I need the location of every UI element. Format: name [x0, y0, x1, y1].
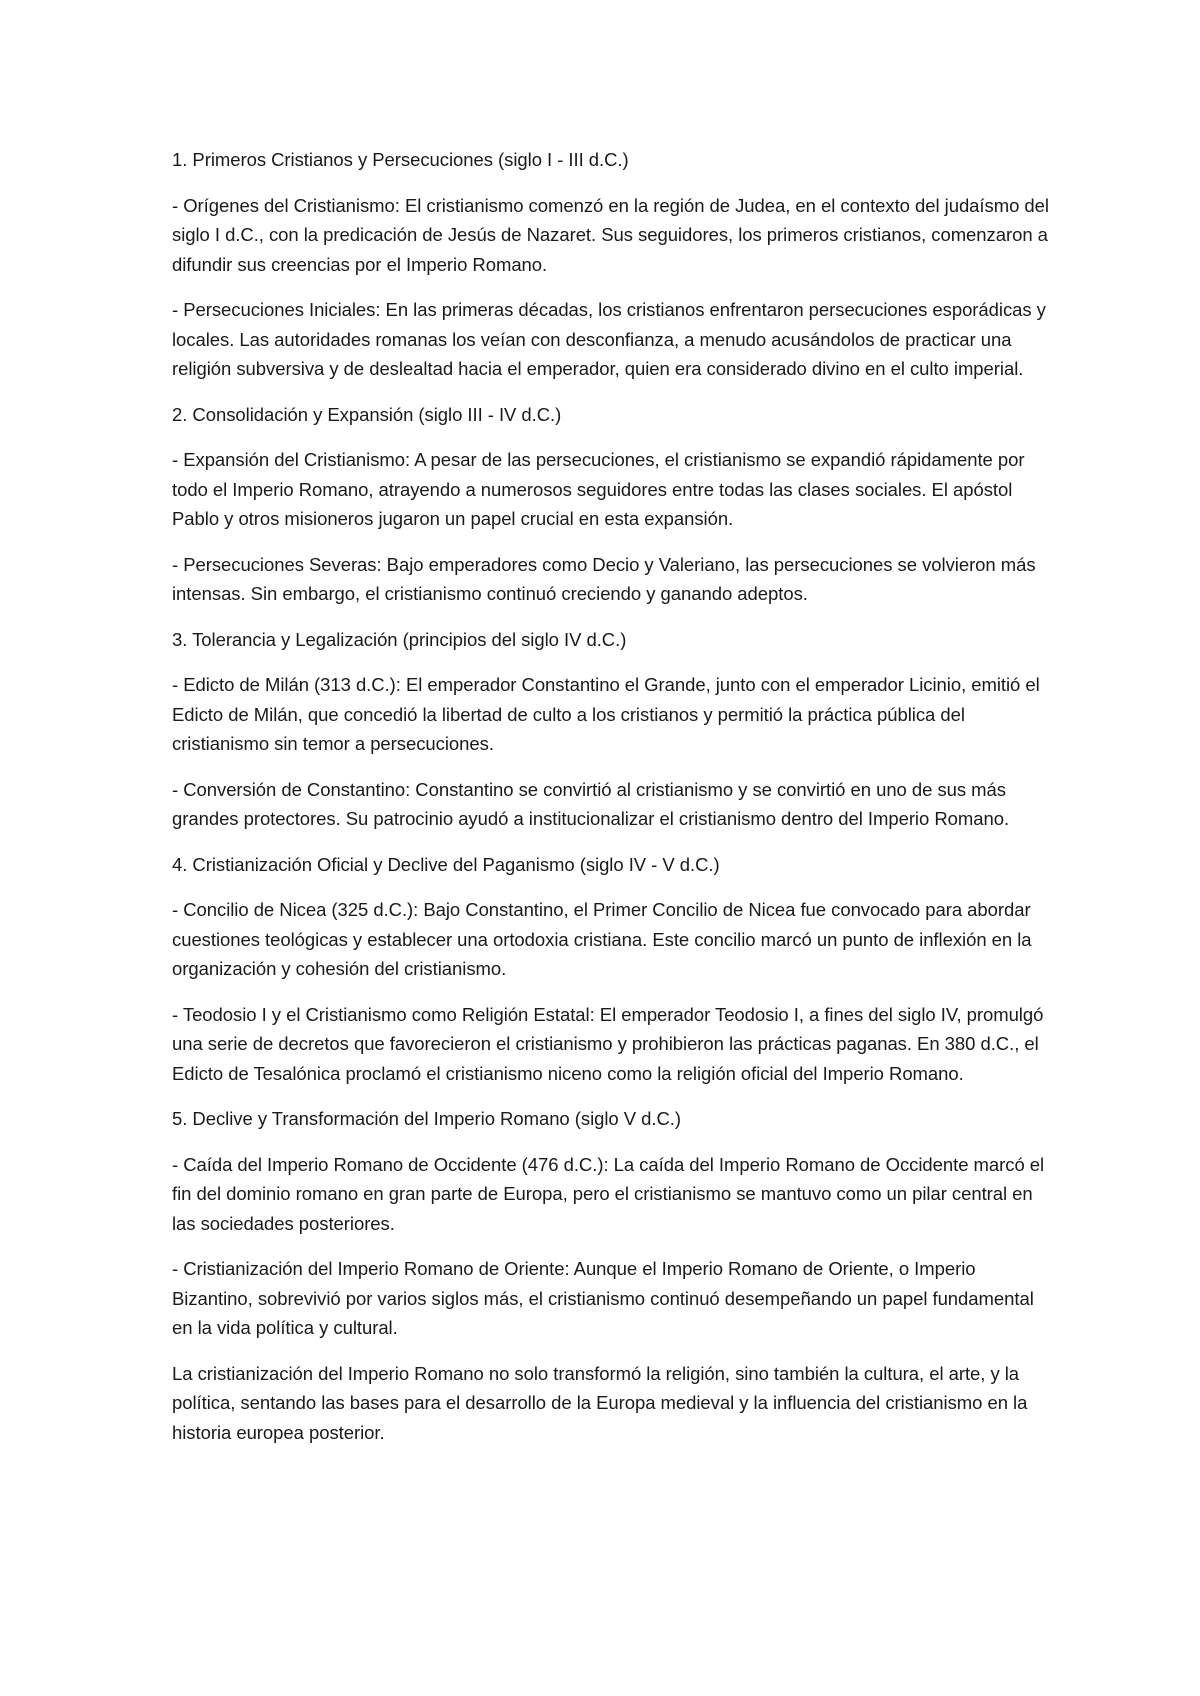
conclusion-paragraph: La cristianización del Imperio Romano no solo transformó la religión, sino también la cultura, el arte, y la política, sentando las bases para el desarrollo de la Europa medieval y la influencia del cristianismo en la historia europea posterior. [172, 1362, 1028, 1443]
paragraph-caida-occidente: - Caída del Imperio Romano de Occidente (476 d.C.): La caída del Imperio Romano de Occidente marcó el fin del dominio romano en gran parte de Europa, pero el cristianismo se mantuvo como un pilar central en las sociedades posteriores. [172, 1153, 1045, 1234]
section-heading-1: 1. Primeros Cristianos y Persecuciones (siglo I - III d.C.) [172, 149, 629, 170]
section-heading-4: 4. Cristianización Oficial y Declive del Paganismo (siglo IV - V d.C.) [172, 853, 720, 875]
paragraph-concilio-nicea: - Concilio de Nicea (325 d.C.): Bajo Constantino, el Primer Concilio de Nicea fue convocado para abordar cuestiones teológicas y establecer una ortodoxia cristiana. Este concilio marcó un punto de inflexión en la organización y cohesión del cristianismo. [172, 899, 1032, 979]
paragraph-persecuciones-iniciales: - Persecuciones Iniciales: En las primeras décadas, los cristianos enfrentaron persecuciones esporádicas y locales. Las autoridades romanas los veían con desconfianza, a menudo acusándolos de practicar una religión subversiva y de deslealtad hacia el emperador, quien era considerado divino en el culto imperial. [172, 299, 1046, 379]
paragraph-origenes: - Orígenes del Cristianismo: El cristianismo comenzó en la región de Judea, en el contexto del judaísmo del siglo I d.C., con la predicación de Jesús de Nazaret. Sus seguidores, los primeros cristianos, comenzaron a difundir sus creencias por el Imperio Romano. [172, 194, 1049, 275]
paragraph-persecuciones-severas: - Persecuciones Severas: Bajo emperadores como Decio y Valeriano, las persecuciones se volvieron más intensas. Sin embargo, el cristianismo continuó creciendo y ganando adeptos. [172, 553, 1036, 604]
paragraph-expansion: - Expansión del Cristianismo: A pesar de las persecuciones, el cristianismo se expandió rápidamente por todo el Imperio Romano, atrayendo a numerosos seguidores entre todas las clases sociales. El apóstol Pablo y otros misioneros jugaron un papel crucial en esta expansión. [172, 449, 1025, 529]
paragraph-conversion-constantino: - Conversión de Constantino: Constantino se convirtió al cristianismo y se convirtió en uno de sus más grandes protectores. Su patrocinio ayudó a institucionalizar el cristianismo dentro del Imperio Romano. [172, 778, 1010, 829]
paragraph-teodosio: - Teodosio I y el Cristianismo como Religión Estatal: El emperador Teodosio I, a fines del siglo IV, promulgó una serie de decretos que favorecieron el cristianismo y prohibieron las prácticas paganas. En 380 d.C., el Edicto de Tesalónica proclamó el cristianismo niceno como la religión oficial del Imperio Romano. [172, 1003, 1044, 1084]
paragraph-edicto-milan: - Edicto de Milán (313 d.C.): El emperador Constantino el Grande, junto con el emperador Licinio, emitió el Edicto de Milán, que concedió la libertad de culto a los cristianos y permitió la práctica pública del cristianismo sin temor a persecuciones. [172, 674, 1040, 754]
document-body [172, 145, 1052, 1463]
section-heading-5: 5. Declive y Transformación del Imperio Romano (siglo V d.C.) [172, 1108, 681, 1129]
section-heading-2: 2. Consolidación y Expansión (siglo III - IV d.C.) [172, 403, 562, 425]
paragraph-imperio-oriente: - Cristianización del Imperio Romano de Oriente: Aunque el Imperio Romano de Oriente, o Imperio Bizantino, sobrevivió por varios siglos más, el cristianismo continuó desempeñando un papel fundamental en la vida política y cultural. [172, 1258, 1034, 1338]
section-heading-3: 3. Tolerancia y Legalización (principios del siglo IV d.C.) [172, 628, 627, 650]
